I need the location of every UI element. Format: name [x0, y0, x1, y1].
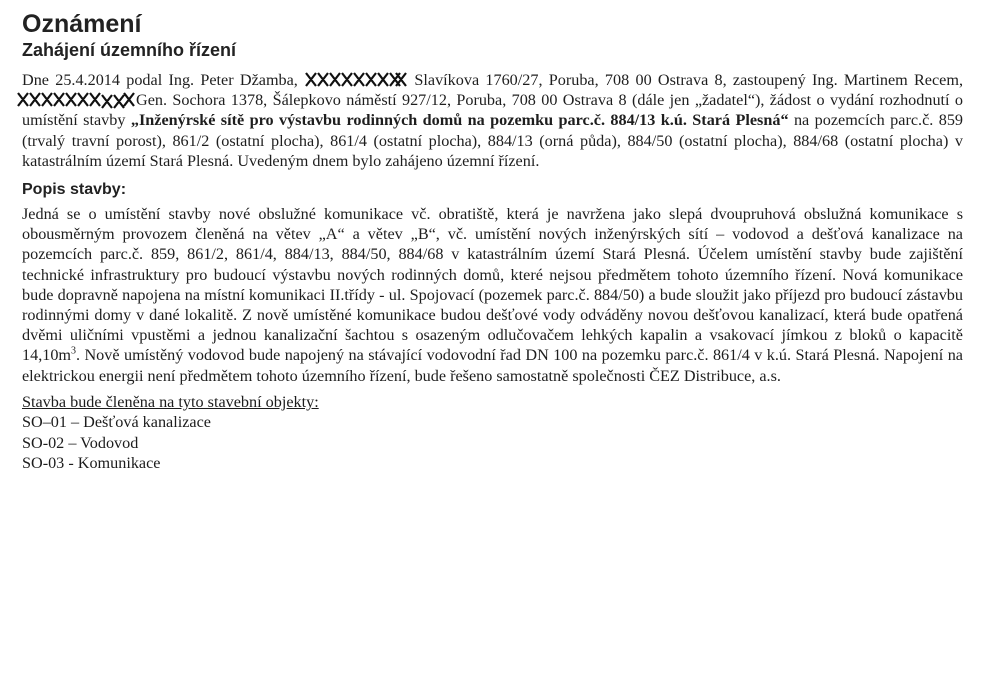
- intro-text-2: Slavíkova 1760/27, Poruba, 708 00 Ostrava 8, zastoupený Ing. Martinem Recem,: [408, 71, 963, 89]
- description-text-b: . Nově umístěný vodovod bude napojený na stávající vodovodní řad DN 100 na pozemku parc.č. 861/4 v k.ú. Stará Plesná. Napojení na elektrickou energii není předmětem tohoto územního řízení, bude řešeno samostatně společnosti ČEZ Distribuce, a.s.: [22, 346, 963, 385]
- intro-text-3: Gen. Sochora 1378, Šálepkovo náměstí 927/12, Poruba, 708 00 Ostrava 8 (dále jen „žadatel“), žádost o vydání rozhodnutí o umístění stavby: [22, 91, 963, 130]
- objects-heading: Stavba bude členěna na tyto stavební objekty:: [22, 392, 319, 411]
- section-heading-description: Popis stavby:: [22, 181, 127, 199]
- list-item: SO-02 – Vodovod: [22, 433, 139, 452]
- project-name: „Inženýrské sítě pro výstavbu rodinných domů na pozemku parc.č. 884/13 k.ú. Stará Plesná“: [130, 111, 789, 130]
- intro-text-1: Dne 25.4.2014 podal Ing. Peter Džamba,: [22, 71, 305, 89]
- page-title: Oznámení: [22, 10, 142, 38]
- list-item: SO–01 – Dešťová kanalizace: [22, 413, 211, 432]
- intro-paragraph: [22, 70, 963, 171]
- description-paragraph: [22, 204, 963, 386]
- description-text-a: Jedná se o umístění stavby nové obslužné komunikace vč. obratiště, která je navržena jako slepá dvoupruhová obslužná komunikace s obousměrným provozem členěná na větev „A“ a větev „B“, vč. umístění nových inženýrských sítí – vodovod a dešťová kanalizace na pozemcích parc.č. 859, 861/2, 861/4, 884/13, 884/50, 884/68 v katastrálním území Stará Plesná. Účelem umístění stavby bude zajištění technické infrastruktury pro budoucí výstavbu nových rodinných domů, které nejsou předmětem tohoto územního řízení. Nová komunikace bude dopravně napojena na místní komunikaci II.třídy - ul. Spojovací (pozemek parc.č. 884/50) a bude sloužit jako příjezd pro budoucí zástavbu rodinnými domy v dané lokalitě. Z nově umístěné komunikace budou dešťové vody odváděny novou dešťovou kanalizací, která bude opatřená dvěmi uličními vpustěmi a jednou kanalizační šachtou s osazeným odlučovačem lehkých kapalin a vsakovací jímkou z bloků o kapacitě 14,10m: [22, 205, 963, 365]
- superscript-unit: 3: [71, 346, 77, 358]
- list-item: SO-03 - Komunikace: [22, 454, 161, 473]
- redaction-mark: [304, 72, 408, 87]
- intro-text-4: na pozemcích parc.č. 859 (trvalý travní porost), 861/2 (ostatní plocha), 861/4 (ostatní plocha), 884/13 (orná půda), 884/50 (ostatní plocha), 884/68 (ostatní plocha) v katastrálním území Stará Plesná. Uvedeným dnem bylo zahájeno územní řízení.: [22, 111, 964, 170]
- page-subtitle: Zahájení územního řízení: [22, 40, 237, 60]
- redaction-mark: [16, 92, 136, 107]
